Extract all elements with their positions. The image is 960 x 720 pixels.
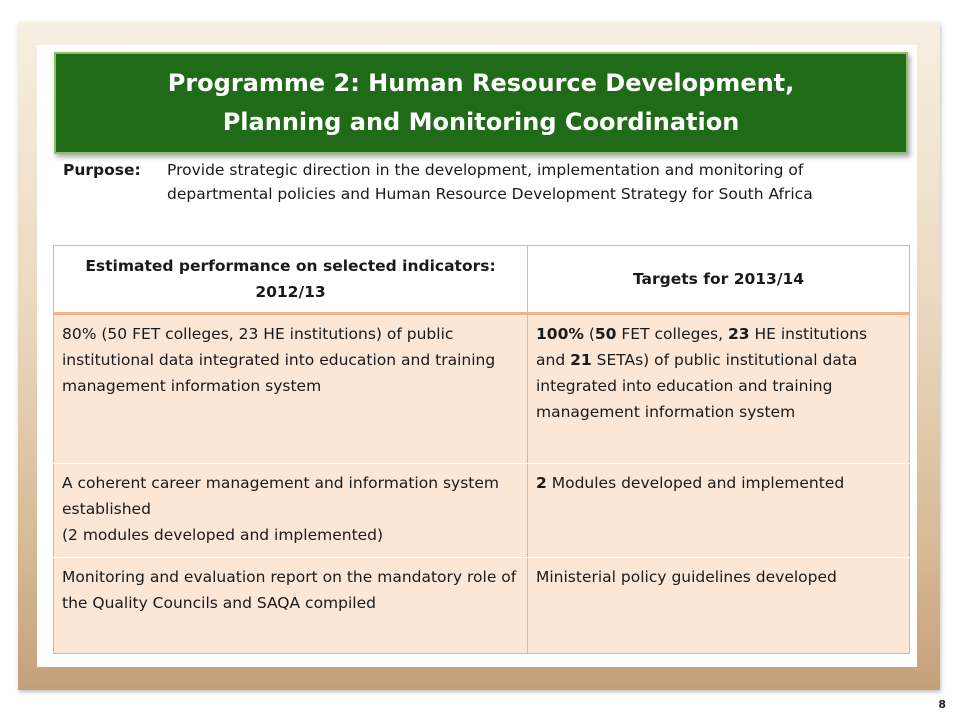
target-text: FET colleges,	[616, 325, 728, 343]
table-row	[54, 314, 910, 464]
table-row	[54, 558, 910, 654]
target-bold-value: 23	[727, 325, 750, 343]
performance-table	[53, 245, 910, 654]
title-banner	[54, 52, 908, 154]
table-header-row	[54, 246, 910, 314]
target-bold-value: 100%	[536, 325, 584, 343]
header-targets: Targets for 2013/14	[528, 246, 910, 314]
target-text: (	[583, 325, 595, 343]
purpose-label: Purpose:	[63, 161, 141, 179]
target-cell	[528, 558, 910, 654]
purpose-section	[63, 158, 903, 206]
target-cell	[528, 464, 910, 558]
table-row	[54, 464, 910, 558]
target-bold-value: 50	[594, 325, 617, 343]
purpose-text: Provide strategic direction in the development, implementation and monitoring of departmental policies and Human Resource Development Strategy for South Africa	[167, 161, 813, 203]
target-text: Modules developed and implemented	[546, 474, 845, 492]
target-text: SETAs) of public institutional data integrated into education and training management information system	[536, 351, 858, 421]
page-number: 8	[938, 698, 946, 711]
target-cell	[528, 314, 910, 464]
estimated-text-line-1: A coherent career management and information system established	[62, 474, 499, 518]
estimated-cell: Monitoring and evaluation report on the mandatory role of the Quality Councils and SAQA compiled	[54, 558, 528, 654]
estimated-cell	[54, 464, 528, 558]
target-text: Ministerial policy guidelines developed	[536, 568, 837, 586]
estimated-cell: 80% (50 FET colleges, 23 HE institutions) of public institutional data integrated into education and training management information system	[54, 314, 528, 464]
title-line-1: Programme 2: Human Resource Development,	[167, 69, 795, 97]
slide-title	[168, 64, 795, 142]
estimated-text-line-2: (2 modules developed and implemented)	[62, 526, 384, 544]
header-estimated-performance: Estimated performance on selected indicators: 2012/13	[54, 246, 528, 314]
target-bold-value: 2	[536, 474, 547, 492]
target-bold-value: 21	[570, 351, 592, 369]
target-text: HE institutions and	[536, 325, 868, 369]
title-line-2: Planning and Monitoring Coordination	[222, 108, 740, 136]
